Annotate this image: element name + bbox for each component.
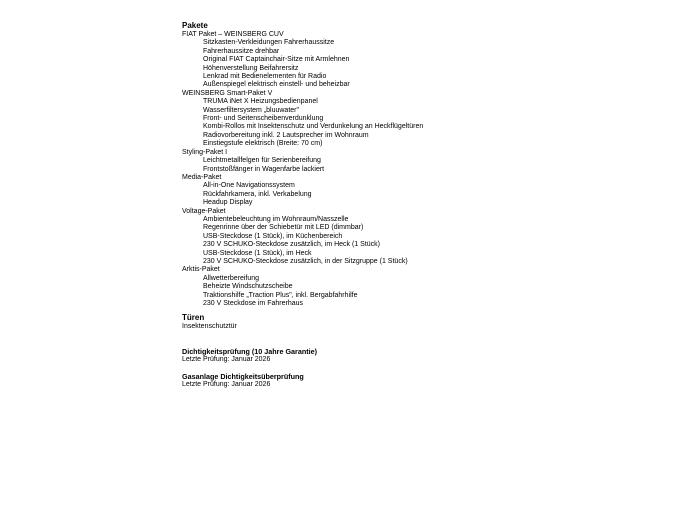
- package-item: 230 V SCHUKO-Steckdose zusätzlich, in der Sitzgruppe (1 Stück): [203, 257, 408, 265]
- package-item: Höhenverstellung Beifahrersitz: [203, 64, 299, 72]
- document-content: [182, 21, 642, 390]
- package-name: Arktis-Paket: [182, 266, 220, 274]
- package-name: FIAT Paket – WEINSBERG CUV: [182, 31, 284, 38]
- dichtigkeit-line: Letzte Prüfung: Januar 2026: [182, 356, 271, 364]
- package-item: 230 V SCHUKO-Steckdose zusätzlich, im Heck (1 Stück): [203, 241, 381, 249]
- package-item: USB-Steckdose (1 Stück), im Heck: [203, 249, 312, 257]
- pakete-heading: Pakete: [182, 21, 208, 30]
- package-name: Voltage-Paket: [182, 207, 226, 215]
- gasanlage-heading: Gasanlage Dichtigkeitsüberprüfung: [182, 371, 304, 381]
- package-item: Beheizte Windschutzscheibe: [203, 283, 293, 291]
- package-item: Leichtmetallfelgen für Serienbereifung: [203, 157, 321, 165]
- dichtigkeit-heading: Dichtigkeitsprüfung (10 Jahre Garantie): [182, 346, 317, 356]
- package-item: Radiovorbereitung inkl. 2 Lautsprecher im Wohnraum: [203, 131, 369, 139]
- package-item: Wasserfiltersystem „bluuwater": [203, 106, 299, 114]
- package-item: All-in-One Navigationssystem: [203, 182, 295, 190]
- packages-list: [182, 31, 642, 308]
- package-item: Kombi-Rollos mit Insektenschutz und Verdunkelung an Heckflügeltüren: [203, 123, 424, 131]
- package-name: Media-Paket: [182, 173, 222, 181]
- package-name: Styling-Paket I: [182, 148, 228, 156]
- package-item: Rückfahrkamera, inkl. Verkabelung: [203, 190, 312, 198]
- package-item: Front- und Seitenscheibenverdunklung: [203, 115, 324, 123]
- tueren-item: Insektenschutztür: [182, 323, 237, 331]
- package-item: Headup Display: [203, 199, 253, 207]
- gasanlage-line: Letzte Prüfung: Januar 2026: [182, 381, 271, 389]
- package-item: Lenkrad mit Bedienelementen für Radio: [203, 73, 327, 81]
- package-item: Frontstoßfänger in Wagenfarbe lackiert: [203, 165, 325, 173]
- package-item: Sitzkasten-Verkleidungen Fahrerhaussitze: [203, 39, 335, 47]
- package-item: Regenrinne über der Schiebetür mit LED (dimmbar): [203, 224, 364, 232]
- package-item: 230 V Steckdose im Fahrerhaus: [203, 300, 303, 307]
- package-item: Außenspiegel elektrisch einstell- und beheizbar: [203, 81, 350, 89]
- tueren-heading: Türen: [182, 313, 205, 323]
- package-item: Einstiegstufe elektrisch (Breite: 70 cm): [203, 140, 323, 148]
- package-name: WEINSBERG Smart-Paket V: [182, 89, 273, 97]
- package-item: Fahrerhaussitze drehbar: [203, 47, 280, 55]
- package-item: Traktionshilfe „Traction Plus", inkl. Bergabfahrhilfe: [203, 291, 358, 299]
- package-item: TRUMA iNet X Heizungsbedienpanel: [203, 98, 318, 106]
- package-item: Allwetterbereifung: [203, 274, 260, 282]
- package-item: Original FIAT Captainchair-Sitze mit Armlehnen: [203, 56, 350, 64]
- package-item: USB-Steckdose (1 Stück), im Küchenbereich: [203, 232, 343, 240]
- package-item: Ambientebeleuchtung im Wohnraum/Nasszelle: [203, 215, 349, 223]
